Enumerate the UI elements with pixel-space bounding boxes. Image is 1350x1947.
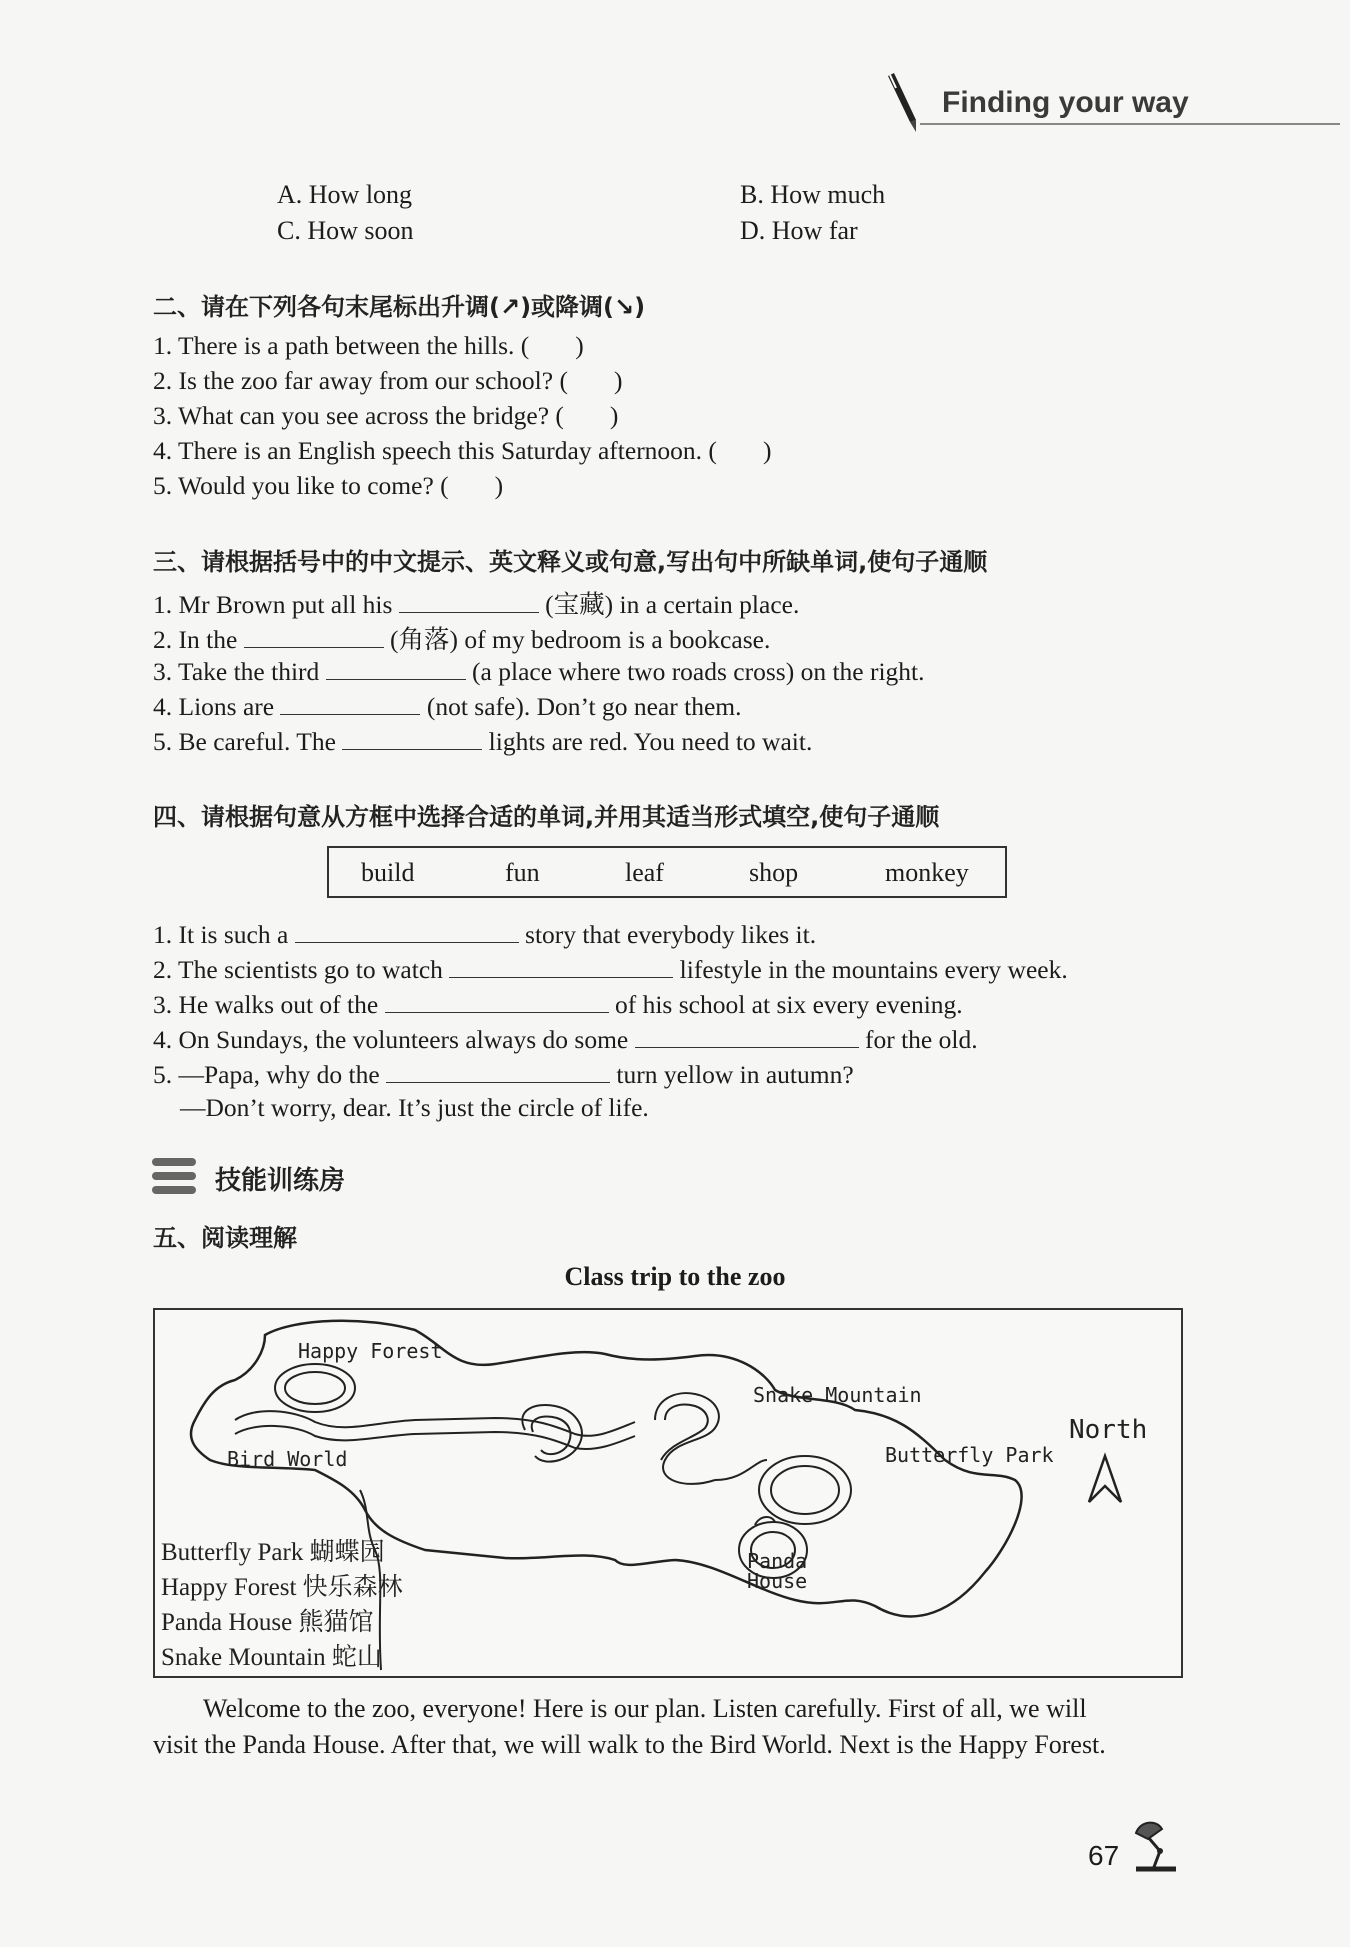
header-rule xyxy=(920,123,1340,125)
section2-item: 1. There is a path between the hills. ( ) xyxy=(153,331,584,360)
section2-item: 3. What can you see across the bridge? ( ) xyxy=(153,401,619,430)
skills-title: 技能训练房 xyxy=(215,1166,346,1196)
word-bank-item: build xyxy=(361,858,415,887)
label-panda-house-line2: House xyxy=(747,1569,808,1593)
answer-blank[interactable] xyxy=(385,988,609,1013)
answer-blank[interactable] xyxy=(386,1058,610,1083)
answer-blank[interactable] xyxy=(244,623,384,648)
bird-world-path xyxy=(235,1411,635,1436)
option-a: A. How long xyxy=(277,180,413,209)
label-butterfly-park: Butterfly Park xyxy=(885,1443,1054,1467)
section4-item: 5. —Papa, why do the turn yellow in autumn? xyxy=(153,1060,854,1089)
section3-item: 3. Take the third (a place where two roads cross) on the right. xyxy=(153,657,925,686)
section5-title: 五、阅读理解 xyxy=(153,1224,297,1252)
label-happy-forest: Happy Forest xyxy=(298,1339,443,1363)
answer-blank[interactable] xyxy=(399,588,539,613)
legend-item: Snake Mountain 蛇山 xyxy=(161,1644,382,1671)
word-bank xyxy=(327,846,1007,898)
section2-title: 二、请在下列各句末尾标出升调(↗)或降调(↘) xyxy=(153,293,646,321)
section2-item: 4. There is an English speech this Saturday afternoon. ( ) xyxy=(153,436,772,465)
section4-item: 2. The scientists go to watch lifestyle in the mountains every week. xyxy=(153,955,1068,984)
lamp-icon xyxy=(1126,1815,1186,1875)
header-title: Finding your way xyxy=(942,86,1189,119)
answer-blank[interactable] xyxy=(295,918,519,943)
option-b: B. How much xyxy=(740,180,886,209)
legend-item: Butterfly Park 蝴蝶园 xyxy=(161,1539,385,1566)
section2-item: 5. Would you like to come? ( ) xyxy=(153,471,504,500)
section3-item: 5. Be careful. The lights are red. You need to wait. xyxy=(153,727,813,756)
north-label: North xyxy=(1069,1415,1148,1445)
answer-blank[interactable] xyxy=(280,690,420,715)
page-header xyxy=(880,70,1340,130)
section2-item: 2. Is the zoo far away from our school? ( ) xyxy=(153,366,623,395)
option-c: C. How soon xyxy=(277,216,414,245)
word-bank-item: fun xyxy=(505,858,540,887)
answer-blank[interactable] xyxy=(342,725,482,750)
section4-item: 1. It is such a story that everybody likes it. xyxy=(153,920,817,949)
page-number: 67 xyxy=(1088,1840,1120,1871)
passage-line: visit the Panda House. After that, we will walk to the Bird World. Next is the Happy Forest. xyxy=(153,1730,1106,1759)
section3-item: 1. Mr Brown put all his (宝藏) in a certain place. xyxy=(153,590,800,619)
map-title: Class trip to the zoo xyxy=(564,1262,786,1291)
label-bird-world: Bird World xyxy=(227,1447,348,1471)
section3-title: 三、请根据括号中的中文提示、英文释义或句意,写出句中所缺单词,使句子通顺 xyxy=(153,548,988,576)
section4-title: 四、请根据句意从方框中选择合适的单词,并用其适当形式填空,使句子通顺 xyxy=(153,803,940,831)
section4-item: 4. On Sundays, the volunteers always do some for the old. xyxy=(153,1025,978,1054)
answer-blank[interactable] xyxy=(635,1023,859,1048)
zoo-map-drawing xyxy=(155,1310,1181,1676)
label-snake-mountain: Snake Mountain xyxy=(753,1383,922,1407)
word-bank-item: shop xyxy=(749,858,799,887)
passage-line: Welcome to the zoo, everyone! Here is our plan. Listen carefully. First of all, we will xyxy=(203,1694,1087,1723)
legend-item: Panda House 熊猫馆 xyxy=(161,1609,374,1636)
legend-item: Happy Forest 快乐森林 xyxy=(161,1574,403,1601)
word-bank-item: leaf xyxy=(625,858,664,887)
section3-item: 4. Lions are (not safe). Don’t go near them. xyxy=(153,692,742,721)
label-panda-house-line1: Panda xyxy=(747,1549,808,1573)
section4-item: 3. He walks out of the of his school at six every evening. xyxy=(153,990,963,1019)
section4-answer-line: —Don’t worry, dear. It’s just the circle of life. xyxy=(180,1093,649,1122)
option-d: D. How far xyxy=(740,216,858,245)
word-bank-item: monkey xyxy=(885,858,969,887)
zoo-map xyxy=(153,1308,1183,1678)
pen-icon xyxy=(880,70,940,140)
skills-book-icon xyxy=(150,1156,198,1198)
north-arrow-icon xyxy=(1089,1456,1121,1502)
answer-blank[interactable] xyxy=(449,953,673,978)
answer-blank[interactable] xyxy=(326,655,466,680)
section3-item: 2. In the (角落) of my bedroom is a bookcase. xyxy=(153,625,771,654)
